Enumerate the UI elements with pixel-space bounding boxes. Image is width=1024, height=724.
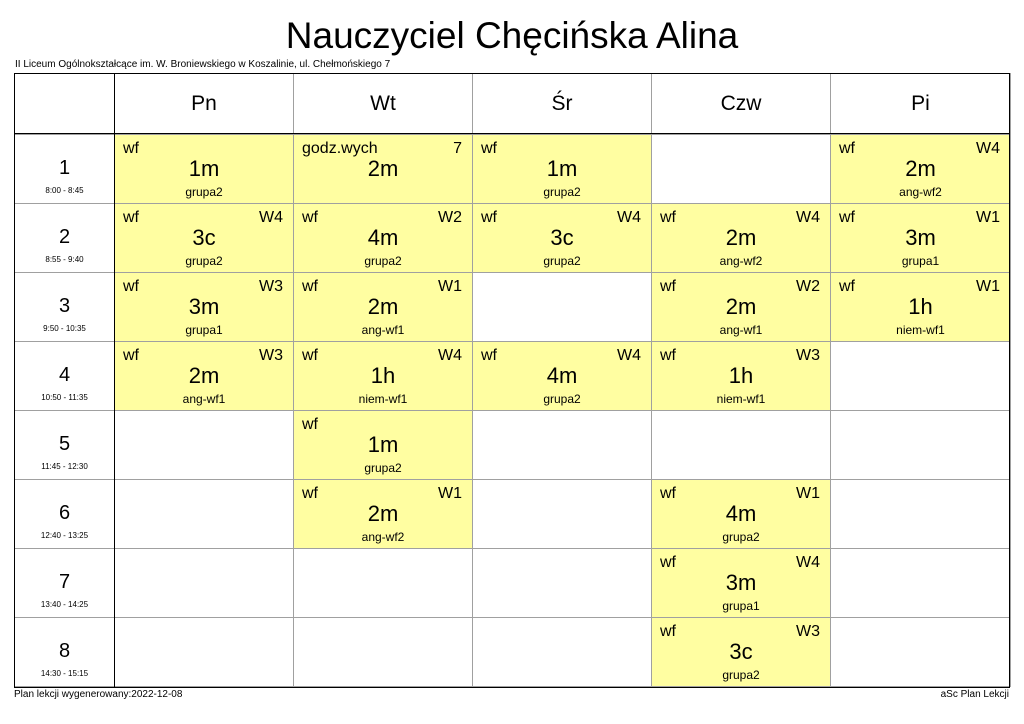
lesson-group: grupa2 xyxy=(722,668,760,682)
lesson-group: grupa2 xyxy=(185,254,223,268)
lesson-room: 3m xyxy=(905,225,936,250)
lesson-group: ang-wf1 xyxy=(361,323,405,337)
timetable-cell xyxy=(294,273,473,342)
lesson-card[interactable] xyxy=(473,204,651,272)
lesson-card[interactable] xyxy=(652,204,830,272)
lesson-tag: W3 xyxy=(259,278,283,295)
lesson-group: grupa2 xyxy=(185,185,223,199)
lesson-subject: wf xyxy=(839,278,855,295)
timetable-cell xyxy=(831,618,1011,687)
lesson-subject: wf xyxy=(302,209,318,226)
lesson-card[interactable] xyxy=(831,204,1010,272)
lesson-card[interactable] xyxy=(652,618,830,686)
period-cell xyxy=(15,342,115,411)
timetable-cell xyxy=(473,204,652,273)
timetable-cell xyxy=(652,411,831,480)
lesson-tag: W1 xyxy=(438,485,462,502)
lesson-room: 1m xyxy=(546,156,578,181)
lesson-subject: wf xyxy=(660,554,676,571)
period-number: 2 xyxy=(58,226,71,248)
lesson-room: 2m xyxy=(367,156,399,181)
timetable-cell xyxy=(831,549,1011,618)
lesson-card[interactable] xyxy=(294,342,472,410)
timetable-cell xyxy=(294,342,473,411)
lesson-subject: wf xyxy=(123,140,139,157)
lesson-subject: wf xyxy=(302,278,318,295)
period-cell xyxy=(15,204,115,273)
header-divider xyxy=(14,133,1010,134)
lesson-room: 4m xyxy=(367,225,399,250)
day-header-row xyxy=(15,74,1011,135)
lesson-room: 4m xyxy=(546,363,578,388)
lesson-group: niem-wf1 xyxy=(358,392,408,406)
period-number: 3 xyxy=(58,295,71,317)
period-time: 13:40 - 14:25 xyxy=(40,600,89,609)
period-time: 14:30 - 15:15 xyxy=(40,669,89,678)
period-cell xyxy=(15,411,115,480)
lesson-group: grupa2 xyxy=(543,254,581,268)
lesson-room: 3c xyxy=(729,639,753,664)
period-column-divider xyxy=(114,73,115,688)
lesson-subject: wf xyxy=(660,485,676,502)
lesson-card[interactable] xyxy=(652,549,830,617)
lesson-card[interactable] xyxy=(294,480,472,548)
day-header: Pn xyxy=(115,74,294,135)
timetable-cell xyxy=(115,135,294,204)
lesson-group: ang-wf1 xyxy=(719,323,763,337)
school-name: II Liceum Ogólnokształcące im. W. Broniewskiego w Koszalinie, ul. Chełmońskiego 7 xyxy=(15,59,391,70)
lesson-tag: W3 xyxy=(259,347,283,364)
timetable-cell xyxy=(652,342,831,411)
timetable-cell xyxy=(473,273,652,342)
timetable-cell xyxy=(115,204,294,273)
lesson-tag: W2 xyxy=(796,278,820,295)
period-row xyxy=(15,135,1011,204)
lesson-subject: wf xyxy=(123,278,139,295)
timetable-cell xyxy=(473,342,652,411)
period-cell xyxy=(15,549,115,618)
lesson-card[interactable] xyxy=(831,273,1010,341)
lesson-tag: W4 xyxy=(617,347,641,364)
timetable-cell xyxy=(831,342,1011,411)
timetable-cell xyxy=(652,135,831,204)
timetable-cell xyxy=(115,342,294,411)
day-header: Wt xyxy=(294,74,473,135)
lesson-tag: 7 xyxy=(453,140,462,157)
timetable-cell xyxy=(652,480,831,549)
timetable-cell xyxy=(473,480,652,549)
lesson-card[interactable] xyxy=(831,135,1010,203)
lesson-tag: W1 xyxy=(976,209,1000,226)
lesson-room: 2m xyxy=(367,294,399,319)
lesson-tag: W4 xyxy=(438,347,462,364)
period-number: 6 xyxy=(58,502,71,524)
lesson-tag: W4 xyxy=(796,554,820,571)
period-time: 12:40 - 13:25 xyxy=(40,531,89,540)
corner-cell xyxy=(15,74,115,135)
lesson-subject: wf xyxy=(123,347,139,364)
day-header: Pi xyxy=(831,74,1011,135)
lesson-group: grupa1 xyxy=(722,599,760,613)
period-number: 7 xyxy=(58,571,71,593)
timetable-cell xyxy=(294,135,473,204)
timetable-cell xyxy=(473,549,652,618)
period-time: 8:00 - 8:45 xyxy=(45,186,84,195)
lesson-subject: wf xyxy=(839,209,855,226)
lesson-room: 3c xyxy=(550,225,574,250)
lesson-subject: wf xyxy=(839,140,855,157)
timetable-cell xyxy=(831,411,1011,480)
timetable-cell xyxy=(473,135,652,204)
lesson-room: 2m xyxy=(367,501,399,526)
lesson-group: grupa2 xyxy=(364,254,402,268)
timetable-cell xyxy=(115,480,294,549)
timetable-cell xyxy=(294,411,473,480)
generated-note: Plan lekcji wygenerowany:2022-12-08 xyxy=(14,689,183,700)
period-time: 8:55 - 9:40 xyxy=(45,255,84,264)
timetable-cell xyxy=(652,204,831,273)
lesson-room: 1h xyxy=(370,363,396,388)
lesson-subject: wf xyxy=(302,416,318,433)
lesson-room: 1m xyxy=(367,432,399,457)
day-header: Śr xyxy=(473,74,652,135)
timetable-cell xyxy=(831,135,1011,204)
timetable-cell xyxy=(652,549,831,618)
lesson-card[interactable] xyxy=(294,273,472,341)
lesson-group: grupa2 xyxy=(543,185,581,199)
lesson-subject: wf xyxy=(302,485,318,502)
period-row xyxy=(15,480,1011,549)
lesson-subject: wf xyxy=(481,140,497,157)
timetable-cell xyxy=(294,204,473,273)
app-credit: aSc Plan Lekcji xyxy=(940,689,1009,700)
lesson-card[interactable] xyxy=(115,204,293,272)
lesson-group: grupa1 xyxy=(185,323,223,337)
lesson-card[interactable] xyxy=(652,273,830,341)
timetable-cell xyxy=(115,411,294,480)
lesson-subject: wf xyxy=(660,347,676,364)
lesson-tag: W4 xyxy=(617,209,641,226)
lesson-subject: wf xyxy=(660,209,676,226)
lesson-group: niem-wf1 xyxy=(896,323,945,337)
timetable-cell xyxy=(115,618,294,687)
lesson-room: 1h xyxy=(728,363,754,388)
timetable xyxy=(14,73,1011,687)
lesson-card[interactable] xyxy=(115,342,293,410)
lesson-room: 3m xyxy=(188,294,220,319)
lesson-subject: wf xyxy=(123,209,139,226)
lesson-tag: W1 xyxy=(438,278,462,295)
period-number: 1 xyxy=(58,157,71,179)
lesson-group: ang-wf2 xyxy=(361,530,405,544)
timetable-cell xyxy=(831,204,1011,273)
lesson-subject: wf xyxy=(660,623,676,640)
lesson-card[interactable] xyxy=(473,135,651,203)
timetable-cell xyxy=(294,549,473,618)
timetable-cell xyxy=(652,618,831,687)
period-number: 8 xyxy=(58,640,71,662)
lesson-tag: W4 xyxy=(259,209,283,226)
lesson-group: grupa2 xyxy=(364,461,402,475)
lesson-card[interactable] xyxy=(294,135,472,203)
lesson-card[interactable] xyxy=(473,342,651,410)
period-cell xyxy=(15,135,115,204)
period-number: 4 xyxy=(58,364,71,386)
lesson-tag: W3 xyxy=(796,347,820,364)
lesson-group: grupa2 xyxy=(543,392,581,406)
lesson-group: grupa1 xyxy=(901,254,940,268)
day-header: Czw xyxy=(652,74,831,135)
lesson-tag: W3 xyxy=(796,623,820,640)
lesson-group: ang-wf2 xyxy=(719,254,763,268)
timetable-cell xyxy=(473,411,652,480)
period-row xyxy=(15,342,1011,411)
lesson-group: ang-wf1 xyxy=(182,392,226,406)
timetable-cell xyxy=(294,480,473,549)
timetable-cell xyxy=(652,273,831,342)
lesson-tag: W1 xyxy=(976,278,1000,295)
timetable-cell xyxy=(115,273,294,342)
lesson-subject: wf xyxy=(481,347,497,364)
lesson-room: 3m xyxy=(725,570,757,595)
lesson-subject: wf xyxy=(481,209,497,226)
period-row xyxy=(15,273,1011,342)
lesson-group: ang-wf2 xyxy=(899,185,942,199)
page-title: Nauczyciel Chęcińska Alina xyxy=(285,15,739,56)
lesson-tag: W4 xyxy=(796,209,820,226)
lesson-room: 4m xyxy=(725,501,757,526)
period-number: 5 xyxy=(58,433,71,455)
timetable-cell xyxy=(115,549,294,618)
lesson-card[interactable] xyxy=(652,480,830,548)
lesson-tag: W2 xyxy=(438,209,462,226)
period-time: 11:45 - 12:30 xyxy=(41,462,88,471)
lesson-tag: W4 xyxy=(976,140,1000,157)
lesson-room: 2m xyxy=(905,156,936,181)
period-row xyxy=(15,411,1011,480)
lesson-room: 1m xyxy=(188,156,220,181)
lesson-card[interactable] xyxy=(294,204,472,272)
period-time: 10:50 - 11:35 xyxy=(41,393,88,402)
lesson-room: 1h xyxy=(908,294,933,319)
lesson-card[interactable] xyxy=(652,342,830,410)
lesson-group: grupa2 xyxy=(722,530,760,544)
lesson-room: 3c xyxy=(192,225,216,250)
lesson-card[interactable] xyxy=(294,411,472,479)
lesson-subject: godz.wych xyxy=(302,140,378,157)
lesson-card[interactable] xyxy=(115,135,293,203)
lesson-card[interactable] xyxy=(115,273,293,341)
lesson-room: 2m xyxy=(725,225,757,250)
timetable-cell xyxy=(831,480,1011,549)
timetable-cell xyxy=(831,273,1011,342)
lesson-subject: wf xyxy=(302,347,318,364)
lesson-room: 2m xyxy=(725,294,757,319)
period-row xyxy=(15,618,1011,687)
period-time: 9:50 - 10:35 xyxy=(43,324,86,333)
lesson-group: niem-wf1 xyxy=(716,392,766,406)
period-row xyxy=(15,549,1011,618)
lesson-tag: W1 xyxy=(796,485,820,502)
period-row xyxy=(15,204,1011,273)
lesson-subject: wf xyxy=(660,278,676,295)
timetable-cell xyxy=(473,618,652,687)
timetable-cell xyxy=(294,618,473,687)
period-cell xyxy=(15,480,115,549)
period-cell xyxy=(15,273,115,342)
period-cell xyxy=(15,618,115,687)
lesson-room: 2m xyxy=(188,363,220,388)
